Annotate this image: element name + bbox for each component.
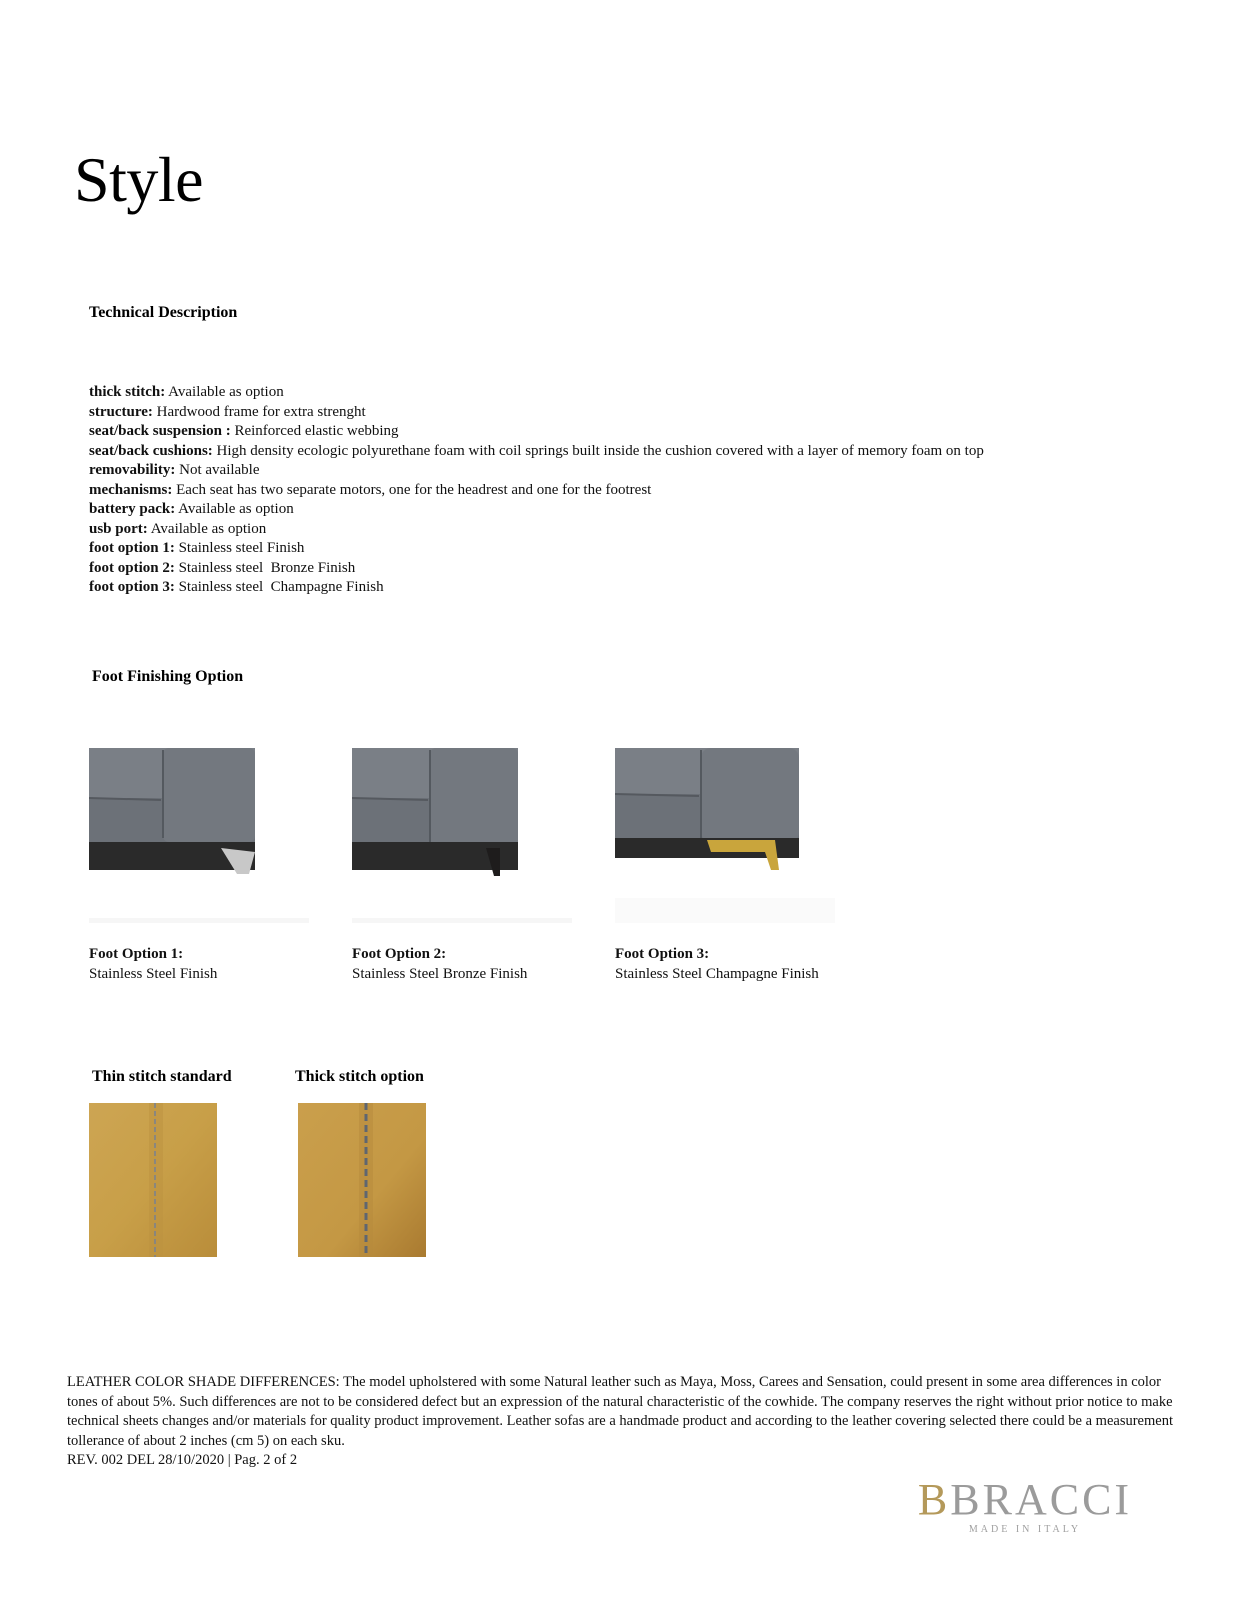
foot-option-2-caption — [352, 944, 527, 984]
spec-label: structure: — [89, 403, 153, 420]
spec-value: Available as option — [147, 520, 267, 537]
spec-row — [89, 422, 984, 442]
spec-label: seat/back cushions: — [89, 442, 213, 459]
spec-row — [89, 500, 984, 520]
technical-description-heading: Technical Description — [89, 304, 238, 321]
foot-option-3-desc: Stainless Steel Champagne Finish — [615, 966, 819, 982]
foot-option-2-desc: Stainless Steel Bronze Finish — [352, 966, 528, 982]
spec-row — [89, 520, 984, 540]
spec-value: Hardwood frame for extra strenght — [152, 403, 366, 420]
thin-stitch-swatch — [89, 1103, 217, 1257]
spec-label: foot option 1: — [89, 540, 175, 556]
spec-value: Available as option — [165, 384, 284, 400]
disclaimer — [67, 1373, 1177, 1471]
spec-row — [89, 481, 984, 501]
foot-option-1-desc: Stainless Steel Finish — [89, 966, 218, 982]
foot-option-1-title: Foot Option 1: — [89, 946, 184, 962]
spec-list — [89, 383, 984, 598]
spec-label: battery pack: — [89, 501, 176, 517]
spec-label: mechanisms: — [89, 481, 173, 498]
bracci-logo — [900, 1475, 1150, 1535]
spec-value: High density ecologic polyurethane foam with coil springs built inside the cushion covered with a layer of memory foam on top — [212, 442, 984, 459]
logo-tagline: MADE IN ITALY — [968, 1524, 1082, 1535]
thin-stitch-label: Thin stitch standard — [92, 1068, 232, 1085]
revision-info: REV. 002 DEL 28/10/2020 | Pag. 2 of 2 — [67, 1452, 298, 1468]
spec-row — [89, 559, 984, 579]
spec-row — [89, 539, 984, 559]
spec-label: seat/back suspension : — [89, 423, 231, 439]
spec-label: foot option 3: — [89, 579, 175, 595]
foot-option-3-title: Foot Option 3: — [615, 946, 710, 962]
spec-value: Stainless steel Bronze Finish — [174, 559, 356, 576]
spec-value: Available as option — [175, 501, 294, 517]
spec-value: Stainless steel Finish — [174, 540, 305, 556]
foot-option-3-photo — [615, 748, 835, 923]
spec-row — [89, 578, 984, 598]
spec-label: foot option 2: — [89, 559, 175, 576]
spec-row — [89, 461, 984, 481]
spec-row — [89, 383, 984, 403]
thick-stitch-swatch — [298, 1103, 426, 1257]
foot-option-2-photo — [352, 748, 572, 923]
spec-value: Reinforced elastic webbing — [230, 423, 399, 439]
foot-option-1-photo — [89, 748, 309, 923]
spec-label: removability: — [89, 462, 176, 478]
thick-stitch-label: Thick stitch option — [295, 1068, 424, 1085]
spec-row — [89, 403, 984, 423]
logo-mark: B — [917, 1475, 951, 1524]
spec-label: thick stitch: — [89, 384, 166, 400]
logo-wordmark: BRACCI — [950, 1475, 1133, 1524]
spec-value: Each seat has two separate motors, one for the headrest and one for the footrest — [172, 481, 652, 498]
spec-label: usb port: — [89, 520, 148, 537]
foot-option-3-caption — [615, 944, 819, 984]
disclaimer-text: LEATHER COLOR SHADE DIFFERENCES: The model upholstered with some Natural leather such as Maya, Moss, Carees and Sensation, could present in some area differences in color tones of about 5%. Such differences are not to be considered defect but an expression of the natural characteristic of the cowhide. The company reserves the right without prior notice to make technical sheets changes and/or materials for quality product improvement. Leather sofas are a handmade product and according to the leather covering selected there could be a measurement tollerance of about 2 inches (cm 5) on each sku. — [67, 1374, 1173, 1449]
spec-value: Stainless steel Champagne Finish — [174, 579, 384, 595]
foot-finishing-heading: Foot Finishing Option — [92, 668, 244, 685]
foot-option-1-caption — [89, 944, 217, 984]
spec-value: Not available — [175, 462, 260, 478]
page-title: Style — [74, 144, 204, 215]
spec-row — [89, 442, 984, 462]
foot-option-2-title: Foot Option 2: — [352, 946, 447, 962]
